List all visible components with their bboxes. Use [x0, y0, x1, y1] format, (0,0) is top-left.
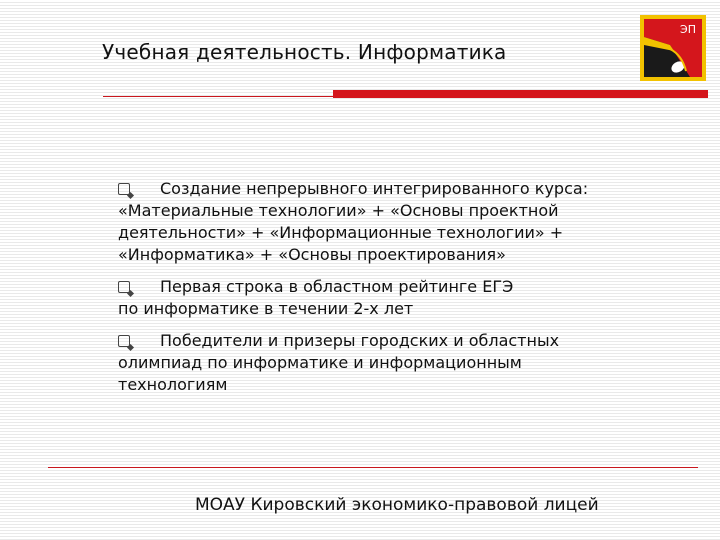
bullet-list	[118, 178, 658, 406]
logo-lettering: ЭП	[680, 23, 696, 36]
checkbox-bullet-icon	[118, 183, 130, 195]
bullet-line	[118, 276, 658, 298]
checkbox-bullet-icon	[118, 335, 130, 347]
school-emblem-icon	[640, 15, 706, 81]
bullet-text: Победители и призеры городских и областных	[160, 331, 560, 350]
title-underline-thick	[333, 90, 708, 98]
bullet-line: олимпиад по информатике и информационным	[118, 353, 522, 372]
bullet-line: по информатике в течении 2-х лет	[118, 299, 414, 318]
bullet-line: «Информатика» + «Основы проектирования»	[118, 245, 506, 264]
bullet-text: Первая строка в областном рейтинге ЕГЭ	[160, 277, 514, 296]
checkbox-bullet-icon	[118, 281, 130, 293]
bullet-line	[118, 330, 658, 352]
bullet-line: технологиям	[118, 375, 228, 394]
bullet-line: «Материальные технологии» + «Основы проектной	[118, 201, 559, 220]
title-underline-thin	[103, 96, 333, 97]
bullet-line	[118, 178, 658, 200]
bullet-item-rating	[118, 276, 658, 320]
footer-school-name: МОАУ Кировский экономико-правовой лицей	[195, 495, 599, 515]
bullet-text: Создание непрерывного интегрированного курса:	[160, 179, 589, 198]
bullet-item-course	[118, 178, 658, 266]
footer-divider	[48, 467, 698, 468]
bullet-item-olympiads	[118, 330, 658, 396]
slide-title: Учебная деятельность. Информатика	[102, 40, 507, 64]
bullet-line: деятельности» + «Информационные технологии» +	[118, 223, 564, 242]
